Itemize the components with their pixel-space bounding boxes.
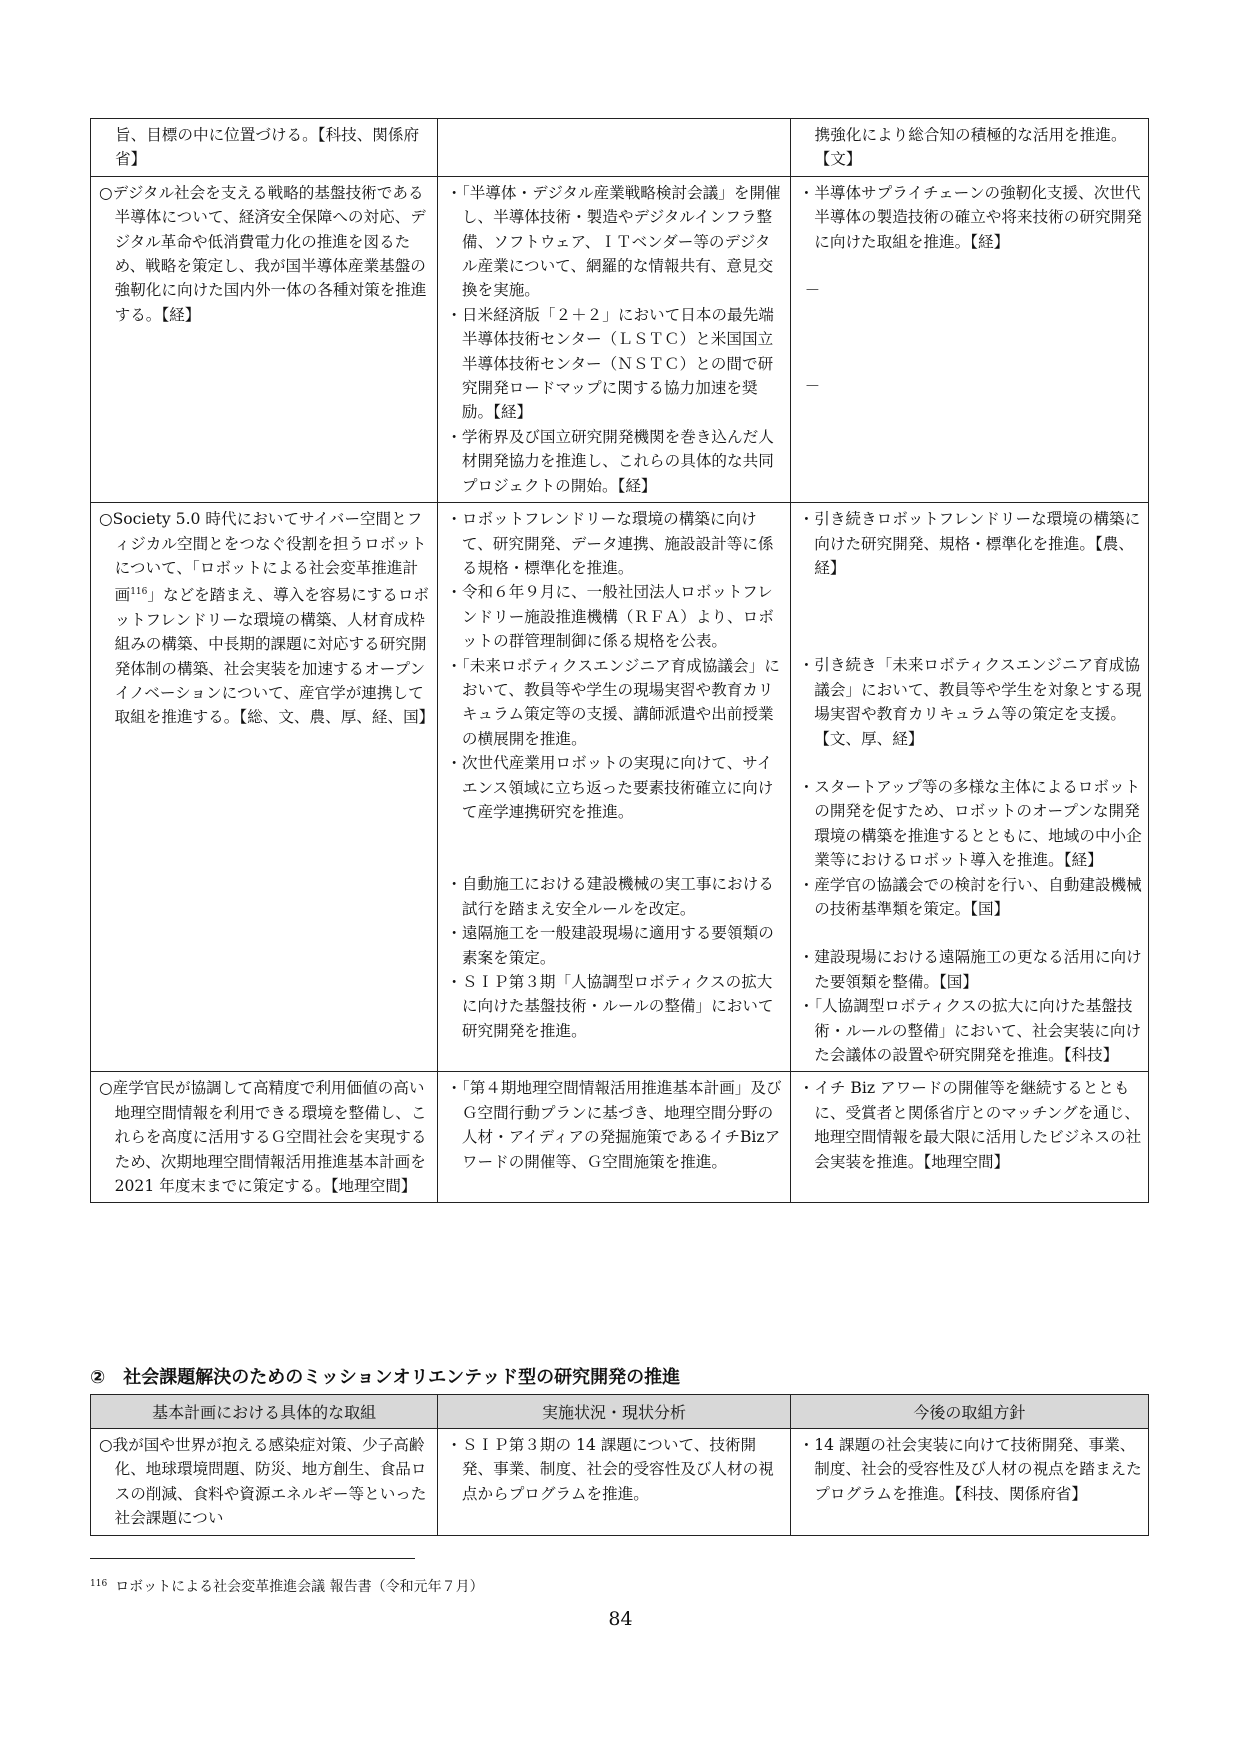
table-cell: 旨、目標の中に位置づける。【科技、関係府省】 <box>91 119 438 177</box>
list-item: ・日米経済版「２＋２」において日本の最先端半導体技術センター（ＬＳＴＣ）と米国国立半導体技術センター（ＮＳＴＣ）との間で研究開発ロードマップに関する協力加速を奨励。【経】 <box>446 305 774 422</box>
table-row <box>91 119 1149 177</box>
mission-table <box>90 1394 1149 1536</box>
section-heading: ② 社会課題解決のためのミッションオリエンテッド型の研究開発の推進 <box>90 1367 681 1388</box>
table-cell: ○産学官民が協調して高精度で利用価値の高い地理空間情報を利用できる環境を整備し、これらを高度に活用するＧ空間社会を実現するため、次期地理空間情報活用推進基本計画を 2021 年度末までに策定する。【地理空間】 <box>91 1072 438 1203</box>
list-item: ・産学官の協議会での検討を行い、自動建設機械の技術基準類を策定。【国】 <box>798 875 1142 918</box>
list-item: ・ＳＩＰ第３期「人協調型ロボティクスの拡大に向けた基盤技術・ルールの整備」において研究開発を推進。 <box>446 973 774 1040</box>
column-header: 実施状況・現状分析 <box>438 1395 790 1429</box>
table-row <box>91 1072 1149 1203</box>
table-header-row <box>91 1395 1149 1429</box>
table-cell <box>790 176 1148 502</box>
table-cell <box>438 1072 790 1203</box>
table-cell: 携強化により総合知の積極的な活用を推進。【文】 <box>790 119 1148 177</box>
list-item: ・引き続きロボットフレンドリーな環境の構築に向けた研究開発、規格・標準化を推進。【農、経】 <box>798 510 1141 577</box>
list-item: ・イチ Biz アワードの開催等を継続するとともに、受賞者と関係省庁とのマッチングを通じ、地理空間情報を最大限に活用したビジネスの社会実装を推進。【地理空間】 <box>798 1079 1142 1171</box>
list-item: ・14 課題の社会実装に向けて技術開発、事業、制度、社会的受容性及び人材の視点を踏まえたプログラムを推進。【科技、関係府省】 <box>798 1436 1142 1503</box>
list-item: － <box>804 281 821 300</box>
list-item: ・自動施工における建設機械の実工事における試行を踏まえ安全ルールを改定。 <box>446 875 774 918</box>
table-cell <box>790 503 1148 1072</box>
table-cell <box>438 503 790 1072</box>
column-header: 今後の取組方針 <box>790 1395 1148 1429</box>
table-cell <box>438 119 790 177</box>
table-cell <box>790 1072 1148 1203</box>
footnote-divider <box>90 1558 415 1559</box>
list-item: ・半導体サプライチェーンの強靭化支援、次世代半導体の製造技術の確立や将来技術の研究開発に向けた取組を推進。【経】 <box>798 183 1142 251</box>
list-item: ・引き続き「未来ロボティクスエンジニア育成協議会」において、教員等や学生を対象とする現場実習や教育カリキュラム等の策定を支援。【文、厚、経】 <box>798 656 1142 748</box>
table-row <box>91 1429 1149 1536</box>
list-item: － <box>804 377 821 396</box>
table-cell <box>438 176 790 502</box>
table-cell: ○我が国や世界が抱える感染症対策、少子高齢化、地球環境問題、防災、地方創生、食品ロスの削減、食料や資源エネルギー等といった社会課題につい <box>91 1429 438 1536</box>
table-cell <box>438 1429 790 1536</box>
list-item: ・「第４期地理空間情報活用推進基本計画」及びＧ空間行動プランに基づき、地理空間分野の人材・アイディアの発掘施策であるイチBizアワードの開催等、Ｇ空間施策を推進。 <box>446 1079 782 1171</box>
footnote-ref: 116 <box>130 587 148 598</box>
list-item: ・ロボットフレンドリーな環境の構築に向けて、研究開発、データ連携、施設設計等に係る規格・標準化を推進。 <box>446 510 774 577</box>
page-number: 84 <box>608 1608 633 1630</box>
table-row <box>91 503 1149 1072</box>
list-item: ・遠隔施工を一般建設現場に適用する要領類の素案を策定。 <box>446 924 774 967</box>
table-cell <box>790 1429 1148 1536</box>
list-item: ・ＳＩＰ第３期の 14 課題について、技術開発、事業、制度、社会的受容性及び人材の視点からプログラムを推進。 <box>446 1436 774 1503</box>
list-item: ・「半導体・デジタル産業戦略検討会議」を開催し、半導体技術・製造やデジタルインフラ整備、ソフトウェア、ＩＴベンダー等のデジタル産業について、網羅的な情報共有、意見交換を実施。 <box>446 183 781 300</box>
list-item: ・学術界及び国立研究開発機関を巻き込んだ人材開発協力を推進し、これらの具体的な共同プロジェクトの開始。【経】 <box>446 427 774 495</box>
footnote-text: ロボットによる社会変革推進会議 報告書（令和元年７月） <box>115 1579 484 1595</box>
footnote-number: 116 <box>90 1579 108 1589</box>
list-item: ・令和６年９月に、一般社団法人ロボットフレンドリー施設推進機構（ＲＦＡ）より、ロボットの群管理制御に係る規格を公表。 <box>446 583 774 651</box>
table-cell: ○デジタル社会を支える戦略的基盤技術である半導体について、経済安全保障への対応、デジタル革命や低消費電力化の推進を図るため、戦略を策定し、我が国半導体産業基盤の強靭化に向けた国内外一体の各種対策を推進する。【経】 <box>91 176 438 502</box>
list-item: ・建設現場における遠隔施工の更なる活用に向けた要領類を整備。【国】 <box>798 948 1142 991</box>
list-item: ・スタートアップ等の多様な主体によるロボットの開発を促すため、ロボットのオープンな開発環境の構築を推進するとともに、地域の中小企業等におけるロボット導入を推進。【経】 <box>798 777 1142 870</box>
list-item: ・「未来ロボティクスエンジニア育成協議会」において、教員等や学生の現場実習や教育カリキュラム策定等の支援、講師派遣や出前授業の横展開を推進。 <box>446 656 780 748</box>
table-cell: ○Society 5.0 時代においてサイバー空間とフィジカル空間とをつなぐ役割を担うロボットについて、「ロボットによる社会変革推進計画$^{116}$」などを踏まえ、導入を容易にするロボットフレンドリーな環境の構築、人材育成枠組みの構築、中長期的課題に対応する研究開発体制の構築、社会実装を加速するオープンイノベーションについて、産官学が連携して取組を推進する。【総、文、農、厚、経、国】 <box>91 503 438 1072</box>
table-row <box>91 176 1149 502</box>
footnote <box>90 1576 484 1596</box>
measures-table <box>90 118 1149 1203</box>
list-item: ・「人協調型ロボティクスの拡大に向けた基盤技術・ルールの整備」において、社会実装に向けた会議体の設置や研究開発を推進。【科技】 <box>798 997 1142 1064</box>
column-header: 基本計画における具体的な取組 <box>91 1395 438 1429</box>
list-item: ・次世代産業用ロボットの実現に向けて、サイエンス領域に立ち返った要素技術確立に向けて産学連携研究を推進。 <box>446 754 774 821</box>
